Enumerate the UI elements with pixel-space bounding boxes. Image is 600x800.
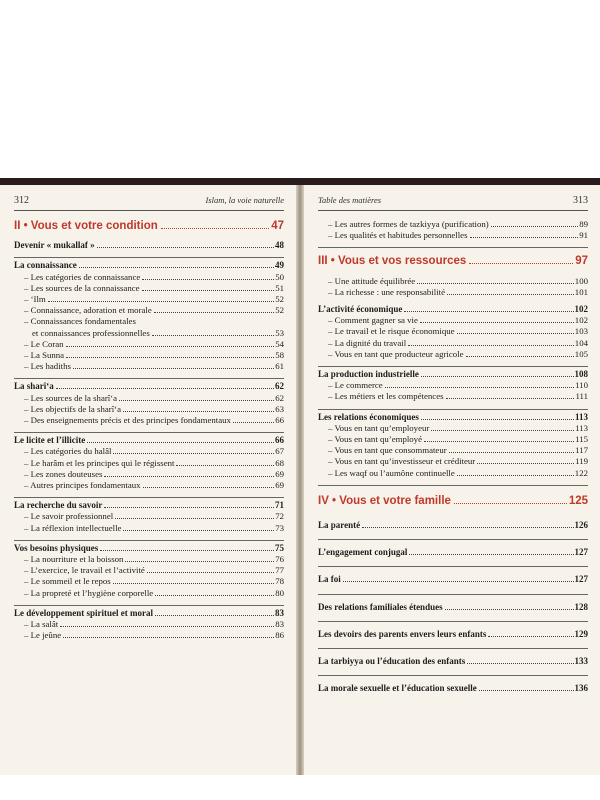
entry-page: 48 bbox=[275, 240, 284, 251]
part-section bbox=[318, 247, 588, 298]
dot-leader bbox=[155, 595, 274, 596]
toc-sub-entry[interactable] bbox=[318, 230, 588, 241]
entry-page: 104 bbox=[574, 337, 588, 348]
entry-page: 119 bbox=[575, 456, 588, 467]
entry-text: – La propreté et l’hygiène corporelle bbox=[24, 587, 154, 598]
toc-main-entry[interactable] bbox=[14, 435, 284, 446]
entry-text: Vos besoins physiques bbox=[14, 542, 99, 553]
right-toc bbox=[318, 219, 588, 698]
continued-items bbox=[318, 219, 588, 241]
entry-text: La connaissance bbox=[14, 260, 77, 271]
toc-sub-entry[interactable] bbox=[14, 393, 284, 404]
dot-leader bbox=[477, 463, 574, 464]
entry-text: – Connaissance, adoration et morale bbox=[24, 305, 152, 316]
toc-main-entry[interactable] bbox=[14, 260, 284, 271]
entry-page: 128 bbox=[574, 601, 588, 612]
dot-leader bbox=[104, 476, 274, 477]
entry-text: – Vous en tant qu’employeur bbox=[328, 422, 430, 433]
entry-page: 103 bbox=[574, 326, 588, 337]
entry-page: 52 bbox=[275, 294, 284, 305]
toc-main-entry[interactable] bbox=[14, 500, 284, 511]
dot-leader bbox=[447, 294, 574, 295]
entry-page: 91 bbox=[579, 230, 588, 241]
entry-text: – Les zones douteuses bbox=[24, 468, 103, 479]
entry-page: 133 bbox=[574, 656, 588, 667]
entry-text: Des relations familiales étendues bbox=[318, 601, 443, 612]
toc-section bbox=[318, 648, 588, 671]
entry-page: 127 bbox=[574, 547, 588, 558]
entry-text: La foi bbox=[318, 574, 341, 585]
family-entries bbox=[318, 515, 588, 698]
dot-leader bbox=[431, 430, 574, 431]
toc-sub-group bbox=[318, 380, 588, 402]
entry-page: 58 bbox=[275, 350, 284, 361]
dot-leader bbox=[143, 487, 275, 488]
entry-text: Les relations économiques bbox=[318, 411, 419, 422]
left-running-head bbox=[14, 195, 284, 211]
left-toc bbox=[14, 219, 284, 648]
left-sections bbox=[14, 240, 284, 641]
toc-sub-entry[interactable] bbox=[318, 391, 588, 402]
entry-page: 108 bbox=[574, 369, 588, 380]
entry-page: 53 bbox=[275, 327, 284, 338]
dot-leader bbox=[147, 572, 274, 573]
entry-page: 100 bbox=[574, 275, 588, 286]
entry-text: – La réflexion intellectuelle bbox=[24, 522, 122, 533]
entry-page: 80 bbox=[275, 587, 284, 598]
toc-sub-entry[interactable] bbox=[14, 576, 284, 587]
entry-page: 66 bbox=[275, 435, 284, 446]
toc-section bbox=[318, 675, 588, 698]
entry-page: 113 bbox=[575, 422, 588, 433]
entry-page: 117 bbox=[575, 445, 588, 456]
part-section bbox=[318, 485, 588, 507]
toc-sub-entry[interactable] bbox=[318, 423, 588, 434]
entry-page: 83 bbox=[275, 619, 284, 630]
dot-leader bbox=[343, 581, 574, 582]
toc-sub-entry[interactable] bbox=[318, 349, 588, 360]
right-page-number: 313 bbox=[573, 195, 588, 206]
dot-leader bbox=[454, 503, 567, 504]
toc-section bbox=[14, 497, 284, 534]
toc-sub-entry[interactable] bbox=[318, 380, 588, 391]
part-page: 97 bbox=[575, 255, 588, 268]
toc-main-entry[interactable] bbox=[14, 543, 284, 554]
toc-main-entry[interactable] bbox=[318, 651, 588, 671]
dot-leader bbox=[457, 333, 574, 334]
entry-text: – La richesse : une responsabilité bbox=[328, 286, 446, 297]
left-header-rule bbox=[14, 210, 284, 211]
toc-section bbox=[318, 594, 588, 617]
entry-page: 72 bbox=[275, 511, 284, 522]
entry-text: – Le Coran bbox=[24, 338, 64, 349]
dot-leader bbox=[97, 247, 274, 248]
toc-section bbox=[14, 378, 284, 426]
entry-text: – Les autres formes de tazkiyya (purification) bbox=[328, 219, 489, 229]
entry-text: et connaissances professionnelles bbox=[32, 327, 150, 338]
dot-leader bbox=[421, 419, 574, 420]
toc-section bbox=[318, 409, 588, 479]
toc-sub-entry[interactable] bbox=[14, 630, 284, 641]
entry-text: – Le jeûne bbox=[24, 630, 62, 641]
entry-page: 71 bbox=[275, 500, 284, 511]
entry-text: – La nourriture et la boisson bbox=[24, 554, 124, 565]
toc-sub-entry[interactable] bbox=[318, 338, 588, 349]
toc-sub-entry[interactable] bbox=[14, 305, 284, 316]
toc-main-entry[interactable] bbox=[318, 412, 588, 423]
entry-text: – Le sommeil et le repos bbox=[24, 576, 111, 587]
entry-page: 50 bbox=[275, 271, 284, 282]
toc-sub-entry[interactable] bbox=[14, 446, 284, 457]
dot-leader bbox=[56, 388, 274, 389]
right-page bbox=[304, 185, 600, 775]
part-label: III • Vous et vos ressources bbox=[318, 255, 467, 268]
dark-background-band bbox=[0, 178, 600, 185]
toc-sub-entry[interactable] bbox=[14, 458, 284, 469]
entry-page: 62 bbox=[275, 381, 284, 392]
toc-sub-group bbox=[14, 554, 284, 599]
dot-leader bbox=[66, 357, 274, 358]
entry-text: – Les catégories du halâl bbox=[24, 446, 112, 457]
toc-main-entry[interactable] bbox=[318, 678, 588, 698]
part-page: 125 bbox=[568, 494, 588, 507]
entry-page: 67 bbox=[275, 446, 284, 457]
entry-text: La morale sexuelle et l’éducation sexuelle bbox=[318, 683, 477, 694]
dot-leader bbox=[60, 626, 274, 627]
entry-text: – La salât bbox=[24, 619, 59, 630]
toc-sub-entry[interactable] bbox=[318, 326, 588, 337]
dot-leader bbox=[409, 554, 573, 555]
dot-leader bbox=[491, 226, 578, 227]
toc-sub-entry[interactable] bbox=[318, 434, 588, 445]
left-page bbox=[0, 185, 296, 775]
toc-section bbox=[14, 540, 284, 599]
toc-sub-entry[interactable] bbox=[14, 350, 284, 361]
entry-text: – La Sunna bbox=[24, 350, 65, 361]
entry-text: – Vous en tant qu’employé bbox=[328, 434, 422, 445]
dot-leader bbox=[142, 290, 275, 291]
entry-text: – Comment gagner sa vie bbox=[328, 315, 418, 326]
dot-leader bbox=[362, 527, 573, 528]
entry-page: 122 bbox=[574, 467, 588, 478]
dot-leader bbox=[152, 335, 274, 336]
entry-text: Le développement spirituel et moral bbox=[14, 607, 153, 618]
toc-main-entry[interactable] bbox=[318, 515, 588, 535]
toc-section bbox=[318, 621, 588, 644]
dot-leader bbox=[470, 237, 579, 238]
entry-page: 49 bbox=[275, 260, 284, 271]
toc-sub-entry[interactable] bbox=[318, 287, 588, 298]
toc-main-entry[interactable] bbox=[14, 381, 284, 392]
entry-page: 86 bbox=[275, 630, 284, 641]
toc-sub-entry[interactable] bbox=[318, 315, 588, 326]
toc-main-entry[interactable] bbox=[318, 597, 588, 617]
toc-section bbox=[318, 515, 588, 535]
entry-page: 73 bbox=[275, 522, 284, 533]
toc-sub-entry[interactable] bbox=[14, 283, 284, 294]
dot-leader bbox=[142, 279, 274, 280]
entry-page: 76 bbox=[275, 554, 284, 565]
entry-text: – Le travail et le risque économique bbox=[328, 326, 455, 337]
toc-sub-entry[interactable]: – Connaissances fondamentales bbox=[24, 316, 136, 327]
entry-page: 77 bbox=[275, 565, 284, 576]
dot-leader bbox=[104, 507, 274, 508]
toc-section bbox=[14, 605, 284, 642]
toc-section bbox=[14, 257, 284, 372]
entry-text: Devenir « mukallaf » bbox=[14, 240, 95, 251]
dot-leader bbox=[123, 530, 274, 531]
dot-leader bbox=[479, 690, 574, 691]
toc-sub-entry[interactable] bbox=[318, 468, 588, 479]
dot-leader bbox=[445, 609, 574, 610]
dot-leader bbox=[73, 368, 274, 369]
toc-sub-entry[interactable] bbox=[14, 588, 284, 599]
left-page-number: 312 bbox=[14, 195, 29, 206]
dot-leader bbox=[457, 475, 574, 476]
entry-text: – Le savoir professionnel bbox=[24, 511, 114, 522]
entry-text: La recherche du savoir bbox=[14, 500, 103, 511]
dot-leader bbox=[123, 411, 274, 412]
entry-page: 54 bbox=[275, 338, 284, 349]
toc-sub-group bbox=[318, 423, 588, 479]
book-gutter bbox=[296, 185, 304, 775]
dot-leader bbox=[233, 422, 274, 423]
entry-text: – Les hadiths bbox=[24, 361, 71, 372]
toc-sub-entry[interactable] bbox=[14, 294, 284, 305]
toc-main-entry[interactable] bbox=[318, 304, 588, 315]
dot-leader bbox=[385, 387, 574, 388]
entry-page: 75 bbox=[275, 542, 284, 553]
dot-leader bbox=[446, 398, 575, 399]
toc-section bbox=[14, 432, 284, 491]
dot-leader bbox=[424, 441, 574, 442]
dot-leader bbox=[100, 550, 274, 551]
entry-text: – Vous en tant que producteur agricole bbox=[328, 348, 464, 359]
entry-page: 69 bbox=[275, 468, 284, 479]
dot-leader bbox=[469, 263, 573, 264]
entry-page: 89 bbox=[579, 219, 588, 229]
entry-text: – Une attitude équilibrée bbox=[328, 275, 416, 286]
part-intro-items bbox=[318, 276, 588, 298]
dot-leader bbox=[467, 663, 573, 664]
entry-page: 61 bbox=[275, 361, 284, 372]
dot-leader bbox=[420, 322, 574, 323]
toc-sub-entry[interactable] bbox=[318, 445, 588, 456]
dot-leader bbox=[63, 637, 274, 638]
dot-leader bbox=[404, 311, 573, 312]
toc-sub-entry[interactable] bbox=[14, 339, 284, 350]
entry-page: 129 bbox=[574, 628, 588, 639]
entry-text: – Les sources de la connaissance bbox=[24, 282, 140, 293]
entry-page: 83 bbox=[275, 607, 284, 618]
right-running-head bbox=[318, 195, 588, 211]
toc-sub-group bbox=[14, 393, 284, 427]
entry-page: 127 bbox=[574, 574, 588, 585]
toc-sub-group bbox=[14, 511, 284, 533]
right-running-title: Table des matières bbox=[318, 195, 382, 205]
toc-sub-entry[interactable] bbox=[14, 469, 284, 480]
entry-page: 115 bbox=[575, 434, 588, 445]
dot-leader bbox=[87, 442, 274, 443]
toc-section bbox=[14, 240, 284, 251]
entry-text: – Vous en tant que consommateur bbox=[328, 445, 447, 456]
dot-leader bbox=[125, 561, 274, 562]
toc-sub-entry[interactable] bbox=[318, 456, 588, 467]
entry-page: 66 bbox=[275, 415, 284, 426]
part-heading bbox=[14, 221, 284, 232]
dot-leader bbox=[488, 636, 573, 637]
entry-page: 111 bbox=[575, 391, 588, 402]
dot-leader bbox=[155, 615, 274, 616]
entry-text: Les devoirs des parents envers leurs enfants bbox=[318, 628, 487, 639]
dot-leader bbox=[66, 346, 275, 347]
entry-text: La production industrielle bbox=[318, 369, 419, 380]
toc-sub-entry[interactable] bbox=[14, 404, 284, 415]
entry-page: 69 bbox=[275, 480, 284, 491]
dot-leader bbox=[408, 345, 574, 346]
entry-text: – Les objectifs de la sharî‘a bbox=[24, 403, 121, 414]
dot-leader bbox=[48, 301, 274, 302]
dot-leader bbox=[466, 356, 574, 357]
entry-text: – L’exercice, le travail et l’activité bbox=[24, 565, 145, 576]
toc-sub-group bbox=[14, 272, 284, 373]
entry-text: – Les qualités et habitudes personnelles bbox=[328, 230, 468, 241]
dot-leader bbox=[176, 465, 274, 466]
entry-page: 101 bbox=[574, 286, 588, 297]
toc-sub-group bbox=[14, 619, 284, 641]
entry-text: – Autres principes fondamentaux bbox=[24, 480, 141, 491]
toc-sub-entry[interactable] bbox=[14, 361, 284, 372]
entry-text: – Les catégories de connaissance bbox=[24, 271, 141, 282]
toc-section bbox=[318, 304, 588, 360]
entry-page: 51 bbox=[275, 282, 284, 293]
toc-sub-group bbox=[14, 446, 284, 491]
entry-page: 105 bbox=[574, 348, 588, 359]
entry-page: 113 bbox=[574, 411, 588, 422]
toc-sub-entry[interactable] bbox=[14, 272, 284, 283]
part-heading bbox=[318, 256, 588, 267]
toc-section bbox=[318, 566, 588, 589]
entry-text: – Le harâm et les principes qui le régissent bbox=[24, 457, 175, 468]
entry-text: Le licite et l’illicite bbox=[14, 435, 86, 446]
part-label: II • Vous et votre condition bbox=[14, 220, 158, 232]
toc-main-entry[interactable] bbox=[318, 542, 588, 562]
dot-leader bbox=[449, 452, 574, 453]
entry-page: 78 bbox=[275, 576, 284, 587]
entry-text: – La dignité du travail bbox=[328, 337, 407, 348]
entry-text: L’engagement conjugal bbox=[318, 547, 408, 558]
part-label: IV • Vous et votre famille bbox=[318, 494, 451, 507]
dot-leader bbox=[119, 400, 274, 401]
toc-section bbox=[318, 366, 588, 403]
toc-sub-entry[interactable] bbox=[14, 523, 284, 534]
entry-page: 102 bbox=[574, 304, 588, 315]
toc-sub-entry[interactable] bbox=[14, 328, 284, 339]
dot-leader bbox=[79, 267, 274, 268]
toc-sub-entry[interactable] bbox=[14, 565, 284, 576]
toc-main-entry[interactable] bbox=[318, 369, 588, 380]
entry-text: – Les métiers et les compétences bbox=[328, 391, 444, 402]
entry-text: – Les sources de la sharî‘a bbox=[24, 392, 118, 403]
dot-leader bbox=[417, 283, 574, 284]
entry-page: 102 bbox=[574, 315, 588, 326]
toc-main-entry[interactable] bbox=[14, 608, 284, 619]
dot-leader bbox=[421, 376, 574, 377]
toc-sub-entry[interactable] bbox=[318, 276, 588, 287]
toc-sub-group bbox=[318, 315, 588, 360]
entry-page: 126 bbox=[574, 520, 588, 531]
toc-main-entry[interactable] bbox=[14, 240, 284, 251]
part-heading bbox=[318, 496, 588, 507]
entry-text: – Vous en tant qu’investisseur et créditeur bbox=[328, 456, 476, 467]
dot-leader bbox=[113, 453, 274, 454]
entry-text: – Des enseignements précis et des principes fondamentaux bbox=[24, 415, 231, 426]
entry-page: 63 bbox=[275, 403, 284, 414]
entry-page: 110 bbox=[575, 380, 588, 391]
entry-page: 62 bbox=[275, 392, 284, 403]
toc-main-entry[interactable] bbox=[318, 624, 588, 644]
entry-text: La parenté bbox=[318, 520, 361, 531]
dot-leader bbox=[161, 228, 269, 229]
left-running-title: Islam, la voie naturelle bbox=[205, 195, 284, 205]
toc-sub-entry[interactable] bbox=[14, 554, 284, 565]
right-header-rule bbox=[318, 210, 588, 211]
toc-section bbox=[318, 539, 588, 562]
entry-page: 136 bbox=[574, 683, 588, 694]
toc-sub-entry[interactable] bbox=[14, 415, 284, 426]
dot-leader bbox=[113, 583, 274, 584]
dot-leader bbox=[154, 312, 274, 313]
entry-page: 52 bbox=[275, 305, 284, 316]
dot-leader bbox=[115, 518, 274, 519]
toc-main-entry[interactable] bbox=[318, 569, 588, 589]
entry-text: La sharî‘a bbox=[14, 381, 54, 392]
entry-text: – Le commerce bbox=[328, 380, 383, 391]
entry-text: L’activité économique bbox=[318, 304, 403, 315]
toc-sub-entry[interactable] bbox=[14, 480, 284, 491]
entry-text: La tarbiyya ou l’éducation des enfants bbox=[318, 656, 466, 667]
entry-text: – ‘Ilm bbox=[24, 294, 46, 305]
toc-sub-entry[interactable] bbox=[318, 219, 588, 230]
right-sections bbox=[318, 304, 588, 479]
toc-sub-entry[interactable] bbox=[14, 619, 284, 630]
part-page: 47 bbox=[271, 220, 284, 232]
toc-sub-entry[interactable] bbox=[14, 511, 284, 522]
entry-text: – Les waqf ou l’aumône continuelle bbox=[328, 467, 455, 478]
entry-page: 68 bbox=[275, 457, 284, 468]
